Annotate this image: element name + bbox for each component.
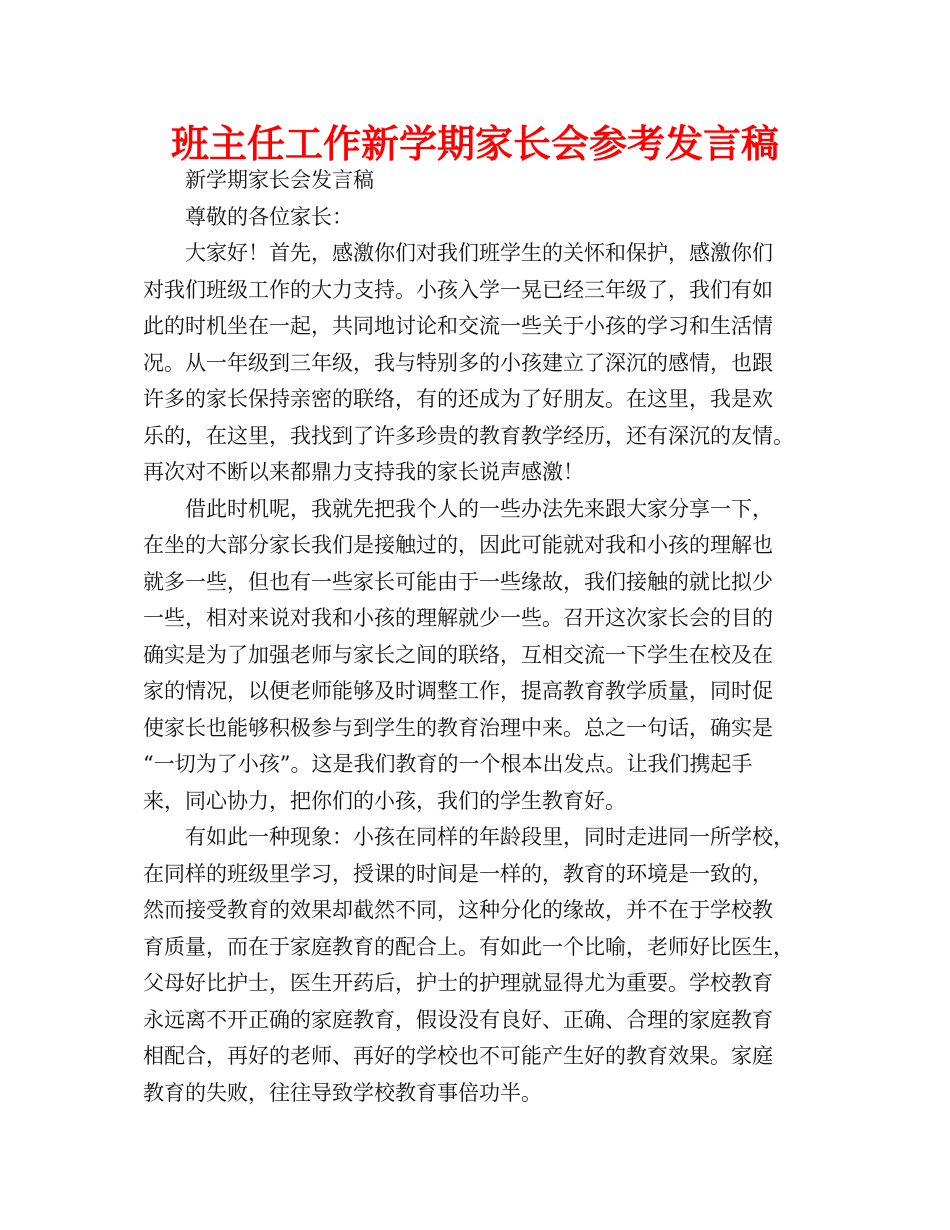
text-line: 育质量，而在于家庭教育的配合上。有如此一个比喻，老师好比医生， bbox=[143, 934, 794, 959]
text-line: 来，同心协力，把你们的小孩，我们的学生教育好。 bbox=[143, 788, 626, 813]
text-line: 就多一些，但也有一些家长可能由于一些缘故，我们接触的就比拟少 bbox=[143, 569, 773, 594]
text-line: “一切为了小孩”。这是我们教育的一个根本出发点。让我们携起手 bbox=[143, 752, 753, 776]
text-line: 大家好！首先，感激你们对我们班学生的关怀和保护，感激你们 bbox=[185, 241, 773, 265]
document-title: 班主任工作新学期家长会参考发言稿 bbox=[170, 122, 779, 166]
text-line: 尊敬的各位家长： bbox=[185, 204, 353, 229]
text-line: 有如此一种现象：小孩在同样的年龄段里，同时走进同一所学校， bbox=[185, 825, 794, 849]
text-line: 此的时机坐在一起，共同地讨论和交流一些关于小孩的学习和生活情 bbox=[143, 314, 773, 338]
text-line: 在同样的班级里学习，授课的时间是一样的，教育的环境是一致的， bbox=[143, 861, 773, 886]
text-line: 然而接受教育的效果却截然不同，这种分化的缘故，并不在于学校教 bbox=[143, 898, 773, 922]
text-line: 新学期家长会发言稿 bbox=[185, 168, 374, 192]
text-line: 家的情况，以便老师能够及时调整工作，提高教育教学质量，同时促 bbox=[143, 679, 773, 703]
text-line: 许多的家长保持亲密的联络，有的还成为了好朋友。在这里，我是欢 bbox=[143, 387, 773, 411]
text-line: 相配合，再好的老师、再好的学校也不可能产生好的教育效果。家庭 bbox=[143, 1044, 773, 1068]
text-line: 父母好比护士，医生开药后，护士的护理就显得尤为重要。学校教育 bbox=[143, 971, 773, 995]
text-line: 永远离不开正确的家庭教育，假设没有良好、正确、合理的家庭教育 bbox=[143, 1007, 773, 1032]
text-line: 确实是为了加强老师与家长之间的联络，互相交流一下学生在校及在 bbox=[143, 642, 773, 667]
text-line: 乐的，在这里，我找到了许多珍贵的教育教学经历，还有深沉的友情。 bbox=[143, 423, 794, 448]
text-line: 对我们班级工作的大力支持。小孩入学一晃已经三年级了，我们有如 bbox=[143, 277, 773, 302]
text-line: 在坐的大部分家长我们是接触过的，因此可能就对我和小孩的理解也 bbox=[143, 533, 773, 557]
text-line: 教育的失败，往往导致学校教育事倍功半。 bbox=[143, 1080, 542, 1105]
text-line: 一些，相对来说对我和小孩的理解就少一些。召开这次家长会的目的 bbox=[143, 606, 773, 630]
text-line: 使家长也能够积极参与到学生的教育治理中来。总之一句话，确实是 bbox=[143, 715, 773, 740]
text-line: 况。从一年级到三年级，我与特别多的小孩建立了深沉的感情，也跟 bbox=[143, 350, 773, 375]
text-line: 再次对不断以来都鼎力支持我的家长说声感激！ bbox=[143, 460, 584, 484]
document-body bbox=[143, 162, 833, 1111]
text-line: 借此时机呢，我就先把我个人的一些办法先来跟大家分享一下， bbox=[185, 496, 773, 521]
